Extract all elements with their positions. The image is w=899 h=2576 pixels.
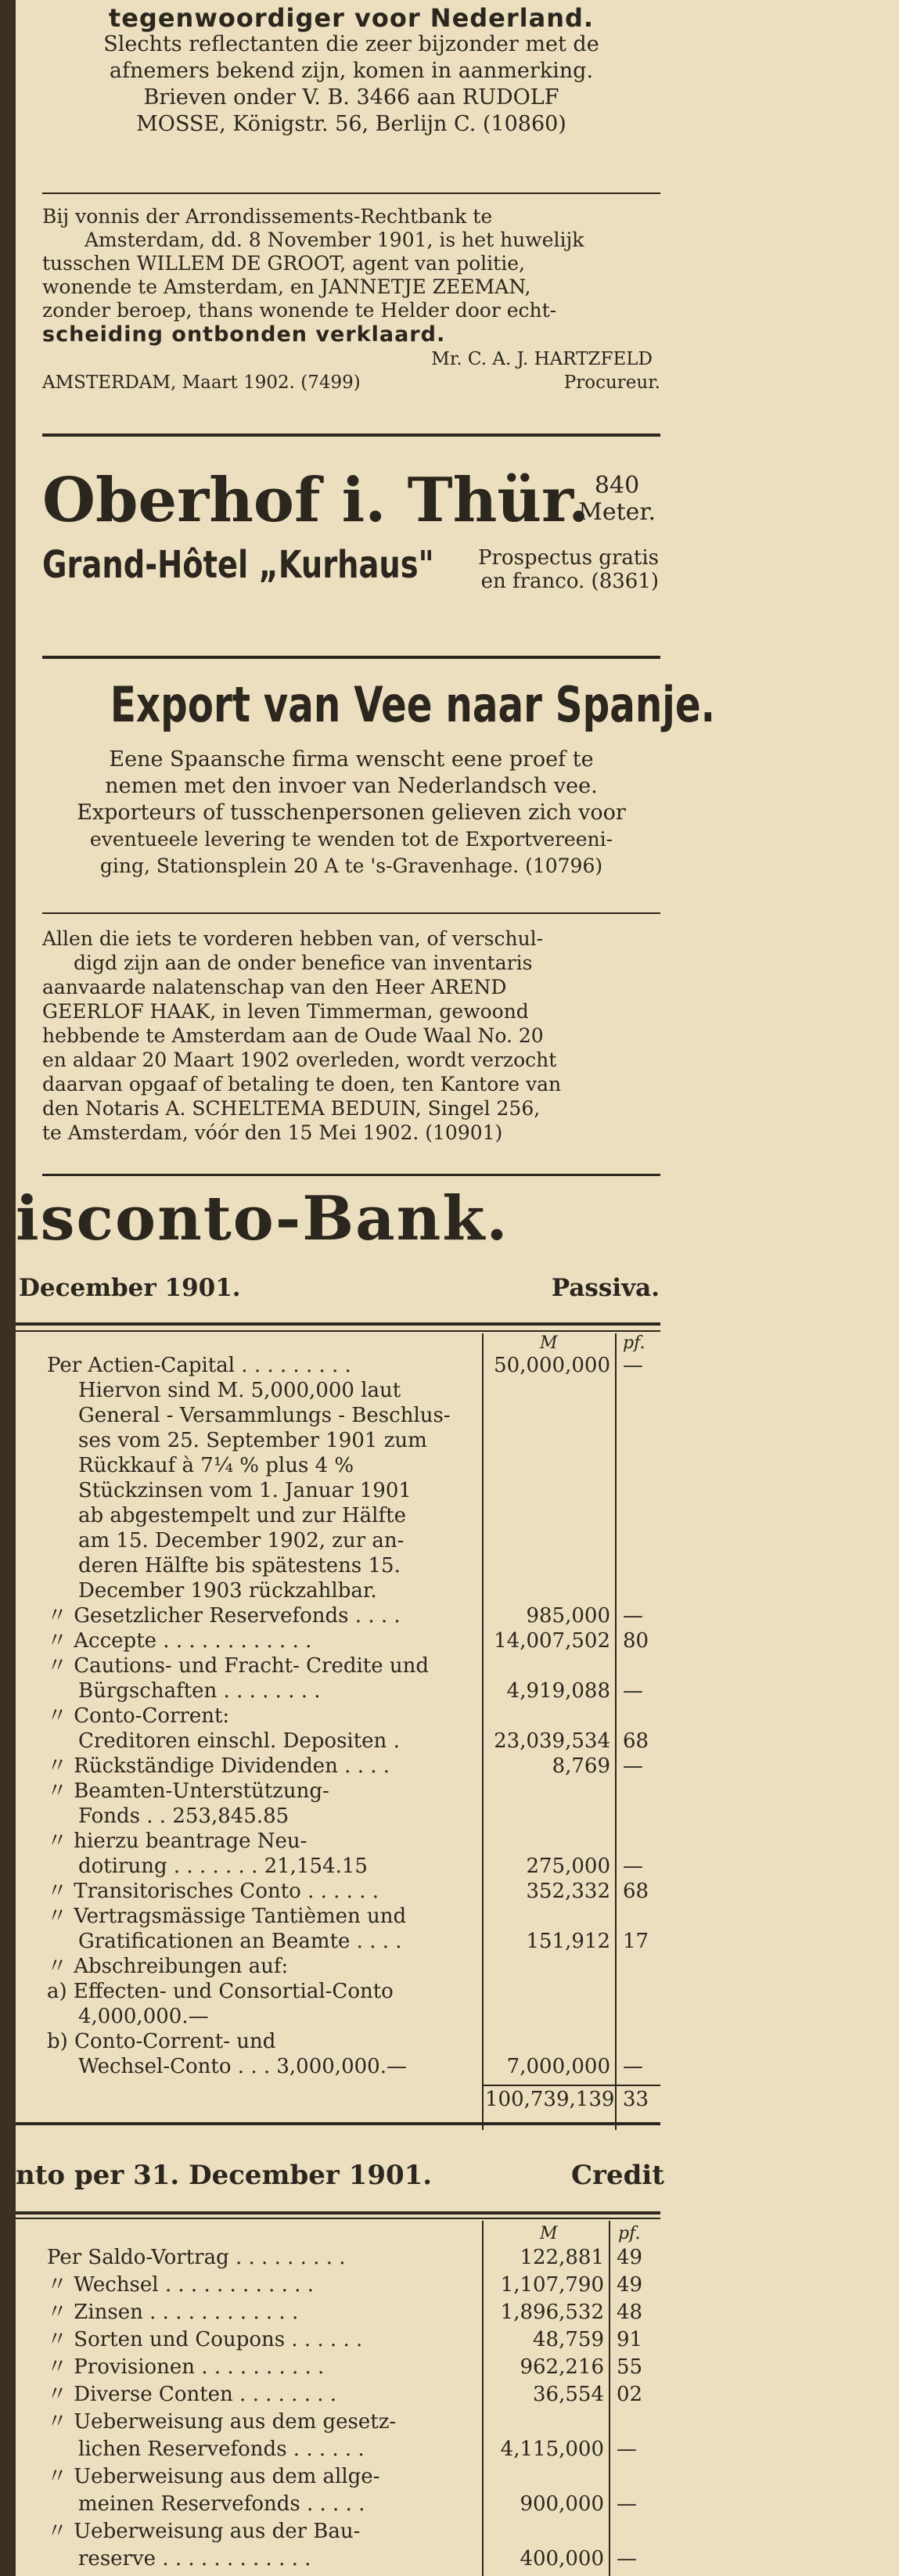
- credit-row-pf: 49: [617, 2273, 643, 2297]
- ad3-subtitle: Grand-Hôtel „Kurhaus": [42, 543, 434, 587]
- ad5-line3: aanvaarde nalatenschap van den Heer AREND: [42, 976, 507, 998]
- ad3-franco: en franco. (8361): [480, 570, 659, 593]
- bank-row-amount: 14,007,502: [494, 1629, 610, 1653]
- bank-row-pf: —: [623, 1604, 643, 1628]
- credit-col-pf-header: pf.: [618, 2224, 641, 2243]
- ad2-line5: zonder beroep, thans wonende te Helder door echt-: [42, 299, 557, 322]
- ad5-line7: daarvan opgaaf of betaling te doen, ten Kantore van: [42, 1073, 562, 1096]
- credit-row-amount: 48,759: [533, 2328, 604, 2351]
- bank-date: December 1901.: [19, 1274, 241, 1302]
- credit-row-pf: 49: [617, 2246, 643, 2269]
- bank-row-amount: 23,039,534: [494, 1729, 610, 1753]
- bank-row-label: 〃 Accepte . . . . . . . . . . . .: [47, 1629, 312, 1653]
- bank-row-label: Hiervon sind M. 5,000,000 laut: [78, 1379, 401, 1402]
- bank-row-amount: 151,912: [526, 1930, 610, 1953]
- bank-row-label: b) Conto-Corrent- und: [47, 2030, 276, 2053]
- credit-row-label: 〃 Provisionen . . . . . . . . . .: [47, 2355, 325, 2379]
- bank-row-label: Bürgschaften . . . . . . . .: [78, 1679, 321, 1703]
- ad4-line1: Eene Spaansche firma wenscht eene proef te: [109, 747, 594, 772]
- ad1-line3: afnemers bekend zijn, komen in aanmerking.: [109, 59, 594, 83]
- bank-row-pf: —: [623, 1354, 643, 1377]
- bank-row-pf: —: [623, 2055, 643, 2078]
- credit-row-amount: 122,881: [520, 2246, 604, 2269]
- passiva-total: 100,739,139: [485, 2088, 615, 2111]
- credit-row-label: Per Saldo-Vortrag . . . . . . . . .: [47, 2246, 346, 2269]
- passiva-total-pf: 33: [623, 2088, 649, 2111]
- ad4-title: Export van Vee naar Spanje.: [110, 676, 716, 733]
- credit-row-pf: 02: [617, 2383, 643, 2406]
- ad2-line6: scheiding ontbonden verklaard.: [42, 322, 446, 347]
- ad1-line5: MOSSE, Königstr. 56, Berlijn C. (10860): [136, 112, 566, 136]
- ad1-line1: tegenwoordiger voor Nederland.: [108, 3, 595, 33]
- bank-row-label: 〃 Rückständige Dividenden . . . .: [47, 1754, 390, 1778]
- ad3-prospectus: Prospectus gratis: [478, 546, 659, 570]
- bank-passiva: Passiva.: [551, 1274, 660, 1302]
- bank-row-label: General - Versammlungs - Beschlus-: [78, 1404, 451, 1427]
- credit-row-label: 〃 Zinsen . . . . . . . . . . . .: [47, 2301, 299, 2324]
- col-m-header: M: [540, 1333, 558, 1353]
- bank-row-label: 〃 Gesetzlicher Reservefonds . . . .: [47, 1604, 401, 1628]
- credit-row-pf: —: [617, 2437, 637, 2461]
- bank-row-label: deren Hälfte bis spätestens 15.: [78, 1554, 401, 1578]
- ad5-line4: GEERLOF HAAK, in leven Timmerman, gewoond: [42, 1000, 529, 1023]
- credit-row-pf: 91: [617, 2328, 643, 2351]
- ad2-line4: wonende te Amsterdam, en JANNETJE ZEEMAN,: [42, 275, 531, 298]
- bank-row-amount: 8,769: [552, 1754, 610, 1778]
- bank-row-pf: 68: [623, 1729, 649, 1753]
- bank-row-label: 4,000,000.—: [78, 2005, 209, 2028]
- bank-row-amount: 275,000: [526, 1855, 610, 1878]
- bank-title: isconto-Bank.: [16, 1183, 509, 1254]
- credit-row-pf: 48: [617, 2301, 643, 2324]
- bank-row-pf: 17: [623, 1930, 649, 1953]
- bank-row-amount: 7,000,000: [506, 2055, 610, 2078]
- bank-row-pf: —: [623, 1754, 643, 1778]
- credit-row-label: 〃 Sorten und Coupons . . . . . .: [47, 2328, 363, 2351]
- ad1-line2: Slechts reflectanten die zeer bijzonder met de: [103, 32, 599, 56]
- bank-row-label: 〃 Cautions- und Fracht- Credite und: [47, 1654, 430, 1678]
- ad2-line2: Amsterdam, dd. 8 November 1901, is het huwelijk: [85, 228, 584, 251]
- credit-row-amount: 1,896,532: [500, 2301, 604, 2324]
- col-separator: [482, 2221, 484, 2576]
- credit-side: Credit: [571, 2160, 664, 2191]
- credit-row-amount: 962,216: [520, 2355, 604, 2379]
- bank-row-label: Wechsel-Conto . . . 3,000,000.—: [78, 2055, 407, 2078]
- bank-row-label: Fonds . . 253,845.85: [78, 1804, 289, 1828]
- credit-row-label: meinen Reservefonds . . . . .: [78, 2492, 365, 2516]
- bank-row-amount: 50,000,000: [494, 1354, 610, 1377]
- credit-row-amount: 900,000: [520, 2492, 604, 2516]
- bank-row-pf: —: [623, 1679, 643, 1703]
- bank-row-amount: 985,000: [526, 1604, 610, 1628]
- ad2-procureur: Procureur.: [563, 372, 660, 393]
- credit-row-label: 〃 Ueberweisung aus der Bau-: [47, 2520, 361, 2543]
- credit-row-pf: —: [617, 2547, 637, 2571]
- bank-row-label: ses vom 25. September 1901 zum: [78, 1429, 427, 1452]
- credit-row-label: 〃 Wechsel . . . . . . . . . . . .: [47, 2273, 314, 2297]
- ad5-line2: digd zijn aan de onder benefice van inventaris: [74, 952, 533, 974]
- bank-row-pf: 80: [623, 1629, 649, 1653]
- bank-row-label: 〃 Conto-Corrent:: [47, 1704, 230, 1728]
- bank-row-label: Per Actien-Capital . . . . . . . . .: [47, 1354, 351, 1377]
- credit-row-label: 〃 Ueberweisung aus dem gesetz-: [47, 2410, 397, 2434]
- ad3-meters-unit: Meter.: [578, 498, 656, 526]
- bank-row-label: a) Effecten- und Consortial-Conto: [47, 1980, 394, 2003]
- ad5-line6: en aldaar 20 Maart 1902 overleden, wordt verzocht: [42, 1049, 557, 1071]
- credit-row-amount: 4,115,000: [500, 2437, 604, 2461]
- bank-row-amount: 4,919,088: [506, 1679, 610, 1703]
- bank-row-pf: 68: [623, 1880, 649, 1903]
- ad3-meters: 840: [594, 472, 640, 499]
- col-separator: [609, 2221, 610, 2576]
- credit-title: nto per 31. December 1901.: [16, 2160, 433, 2191]
- bank-row-label: 〃 Transitorisches Conto . . . . . .: [47, 1880, 379, 1903]
- credit-row-label: reserve . . . . . . . . . . . .: [78, 2547, 311, 2571]
- bank-row-label: 〃 Beamten-Unterstützung-: [47, 1779, 329, 1803]
- bank-row-label: Gratificationen an Beamte . . . .: [78, 1930, 402, 1953]
- ad5-line8: den Notaris A. SCHELTEMA BEDUIN, Singel 256,: [42, 1097, 541, 1120]
- bank-row-label: Creditoren einschl. Depositen .: [78, 1729, 400, 1753]
- bank-row-label: 〃 Vertragsmässige Tantièmen und: [47, 1905, 407, 1928]
- bank-row-amount: 352,332: [526, 1880, 610, 1903]
- credit-row-label: 〃 Diverse Conten . . . . . . . .: [47, 2383, 337, 2406]
- bank-row-label: Rückkauf à 7¼ % plus 4 %: [78, 1454, 354, 1477]
- ad2-place-date: AMSTERDAM, Maart 1902. (7499): [42, 372, 361, 393]
- ad5-line9: te Amsterdam, vóór den 15 Mei 1902. (10901): [42, 1121, 503, 1144]
- bank-row-label: dotirung . . . . . . . 21,154.15: [78, 1855, 368, 1878]
- bank-row-label: December 1903 rückzahlbar.: [78, 1579, 377, 1603]
- ad4-line4: eventueele levering te wenden tot de Exportvereeni-: [89, 828, 613, 851]
- ad4-line3: Exporteurs of tusschenpersonen gelieven zich voor: [77, 801, 626, 825]
- bank-row-label: Stückzinsen vom 1. Januar 1901: [78, 1479, 412, 1502]
- ad4-line2: nemen met den invoer van Nederlandsch vee.: [105, 774, 598, 798]
- ad1-line4: Brieven onder V. B. 3466 aan RUDOLF: [143, 85, 559, 110]
- credit-row-label: lichen Reservefonds . . . . . .: [78, 2437, 365, 2461]
- bank-row-label: 〃 hierzu beantrage Neu-: [47, 1829, 307, 1853]
- credit-col-m-header: M: [540, 2224, 558, 2243]
- ad3-title: Oberhof i. Thür.: [42, 465, 590, 536]
- ad5-line5: hebbende te Amsterdam aan de Oude Waal No. 20: [42, 1024, 544, 1047]
- credit-row-amount: 400,000: [520, 2547, 604, 2571]
- col-pf-header: pf.: [623, 1333, 645, 1353]
- ad5-line1: Allen die iets te vorderen hebben van, of verschul-: [42, 927, 544, 950]
- ad2-line7: Mr. C. A. J. HARTZFELD: [431, 349, 653, 369]
- credit-row-pf: 55: [617, 2355, 643, 2379]
- bank-row-label: ab abgestempelt und zur Hälfte: [78, 1504, 406, 1527]
- ad4-line5: ging, Stationsplein 20 A te 's-Gravenhage. (10796): [99, 854, 603, 877]
- ad2-line1: Bij vonnis der Arrondissements-Rechtbank te: [42, 205, 493, 228]
- ad2-line3: tusschen WILLEM DE GROOT, agent van politie,: [42, 252, 525, 275]
- bank-row-label: 〃 Abschreibungen auf:: [47, 1955, 289, 1978]
- credit-row-label: 〃 Ueberweisung aus dem allge-: [47, 2465, 380, 2488]
- bank-row-pf: —: [623, 1855, 643, 1878]
- bank-row-label: am 15. December 1902, zur an-: [78, 1529, 405, 1552]
- credit-row-amount: 1,107,790: [500, 2273, 604, 2297]
- credit-row-amount: 36,554: [533, 2383, 604, 2406]
- credit-row-pf: —: [617, 2492, 637, 2516]
